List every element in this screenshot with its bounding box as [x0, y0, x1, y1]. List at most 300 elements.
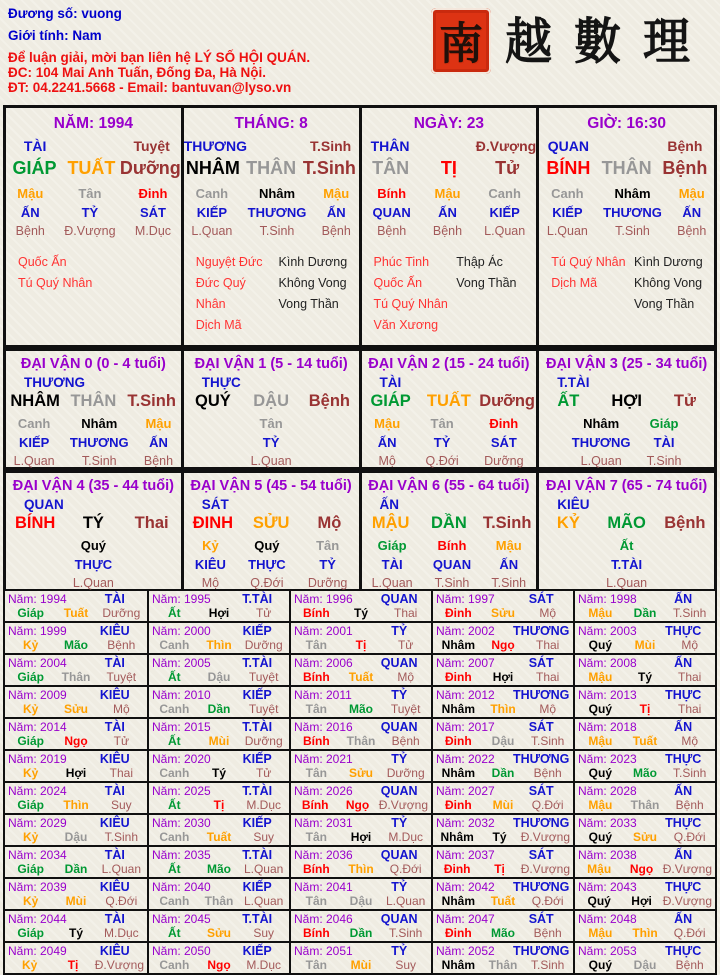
- year-ten-god: QUAN: [380, 784, 418, 798]
- year-ten-god: T.TÀI: [242, 720, 273, 734]
- contact-phone-email: ĐT: 04.2241.5668 - Email: bantuvan@lyso.vn: [8, 80, 292, 95]
- year-ten-god: T.TÀI: [242, 848, 273, 862]
- year-cell-2007: [431, 653, 573, 685]
- hidden-stem: Ất: [619, 538, 634, 553]
- year-line: [578, 656, 712, 670]
- period-title: ĐẠI VẬN 1 (5 - 14 tuổi): [194, 356, 348, 372]
- year-stem-branch-line: [294, 830, 428, 844]
- inauspicious-stars-list: [634, 252, 706, 315]
- year-stage: Tuyệt: [248, 670, 279, 684]
- year-stem: Giáp: [17, 734, 44, 748]
- year-stage: Thai: [535, 670, 560, 684]
- year-label: Năm: 2016: [294, 720, 353, 734]
- pillar-token: DẬU: [253, 392, 289, 410]
- year-line: [294, 592, 428, 606]
- year-label: Năm: 2029: [8, 816, 67, 830]
- year-stage: T.Sinh: [530, 734, 565, 748]
- stem-branch-row: [362, 158, 537, 179]
- year-stem-branch-line: [578, 798, 712, 812]
- year-branch: Thìn: [490, 702, 516, 716]
- year-branch: Tý: [353, 606, 368, 620]
- year-ten-god: TÀI: [104, 720, 125, 734]
- year-cell-1994: [5, 591, 147, 621]
- year-ten-god: ẤN: [674, 784, 693, 798]
- year-stem: Nhâm: [441, 638, 475, 652]
- hidden-stem-column: [248, 536, 286, 593]
- year-stage: Suy: [253, 830, 274, 844]
- year-ten-god: TỶ: [391, 944, 408, 958]
- year-stage: Mộ: [681, 638, 698, 652]
- year-stem: Canh: [159, 766, 190, 780]
- year-label: Năm: 2033: [578, 816, 637, 830]
- year-stage: Bệnh: [107, 638, 136, 652]
- hidden-ten-god: KIẾP: [196, 205, 228, 220]
- stem-branch-row: [184, 514, 359, 533]
- year-stage: Mộ: [539, 606, 556, 620]
- year-ten-god: TỶ: [391, 624, 408, 638]
- year-stem-branch-line: [294, 638, 428, 652]
- hidden-stem: Canh: [195, 186, 229, 201]
- pillar-year: [6, 108, 181, 345]
- year-branch: Sửu: [490, 606, 515, 620]
- year-stem: Bính: [302, 862, 330, 876]
- year-line: [578, 688, 712, 702]
- auspicious-stars-list: [18, 252, 101, 294]
- subject-gender: Giới tính: Nam: [8, 28, 102, 43]
- red-seal-icon: 南: [431, 8, 491, 74]
- year-stage: Thai: [677, 702, 702, 716]
- year-line: [578, 784, 712, 798]
- header: [0, 0, 720, 105]
- year-ten-god: THƯƠNG: [512, 944, 570, 958]
- year-stem: Mậu: [588, 734, 613, 748]
- star-item: Tú Quý Nhân: [18, 276, 93, 290]
- year-ten-god: ẤN: [674, 912, 693, 926]
- star-item: Không Vong: [634, 276, 703, 290]
- hidden-ten-god: THƯƠNG: [247, 205, 307, 220]
- hidden-stem: Nhâm: [583, 416, 620, 431]
- ten-god-label: QUAN: [24, 497, 64, 512]
- year-line: [436, 624, 570, 638]
- period-title: NGÀY: 23: [413, 115, 485, 132]
- year-label: Năm: 2045: [152, 912, 211, 926]
- year-stage: Thai: [677, 670, 702, 684]
- year-branch: Hợi: [350, 830, 372, 844]
- hidden-stem: Giáp: [649, 416, 679, 431]
- year-branch: Sửu: [63, 702, 88, 716]
- hidden-stage: Bệnh: [321, 224, 351, 238]
- star-item: Dịch Mã: [551, 276, 598, 290]
- year-stage: T.Sinh: [388, 926, 423, 940]
- pillar-token: TUẤT: [67, 158, 116, 178]
- year-label: Năm: 2026: [294, 784, 353, 798]
- ten-god-label: THỰC: [201, 375, 241, 390]
- year-line: [294, 944, 428, 958]
- year-cell-2029: [5, 813, 147, 845]
- year-stem-branch-line: [152, 798, 286, 812]
- stars-block: [362, 252, 537, 336]
- year-cell-2035: [147, 845, 289, 877]
- year-stem-branch-line: [152, 670, 286, 684]
- hidden-stage: T.Sinh: [491, 576, 527, 590]
- year-stem: Canh: [159, 958, 190, 972]
- hidden-stage: T.Sinh: [259, 224, 295, 238]
- year-branch: Tuất: [63, 606, 89, 620]
- year-stem: Ất: [167, 734, 181, 748]
- stage-label: Tuyệt: [133, 138, 170, 154]
- year-label: Năm: 2053: [578, 944, 637, 958]
- year-branch: Sửu: [206, 926, 231, 940]
- year-ten-god: QUAN: [380, 720, 418, 734]
- year-cell-2049: [5, 941, 147, 973]
- hidden-stage: M.Dục: [134, 224, 172, 238]
- year-branch: Tị: [355, 638, 367, 652]
- year-stem: Quý: [588, 766, 612, 780]
- pillar-token: T.Sinh: [482, 514, 532, 532]
- year-stem-branch-line: [436, 862, 570, 876]
- year-ten-god: SÁT: [528, 848, 554, 862]
- hidden-stem: Nhâm: [614, 186, 651, 201]
- daivan-4: [6, 470, 181, 589]
- pillar-hour: [536, 108, 714, 345]
- god-stage-row: [6, 138, 181, 154]
- year-branch: Mùi: [350, 958, 372, 972]
- year-line: [578, 880, 712, 894]
- ten-god-label: QUAN: [547, 138, 589, 154]
- hidden-stem: Canh: [551, 186, 584, 201]
- year-line: [152, 656, 286, 670]
- star-item: Văn Xương: [373, 318, 439, 332]
- year-line: [152, 944, 286, 958]
- pillar-token: Bệnh: [664, 514, 706, 532]
- star-item: Vong Thần: [456, 276, 517, 290]
- contact-address: ĐC: 104 Mai Anh Tuấn, Đống Đa, Hà Nội.: [8, 65, 267, 80]
- year-label: Năm: 2017: [436, 720, 495, 734]
- year-ten-god: TÀI: [104, 912, 125, 926]
- year-stage: L.Quan: [243, 894, 284, 908]
- year-stem-branch-line: [578, 958, 712, 972]
- year-stage: Q.Đới: [105, 894, 138, 908]
- hidden-stem: Quý: [80, 538, 107, 553]
- stem-branch-row: [6, 514, 181, 533]
- year-stem: Ất: [167, 862, 181, 876]
- year-cell-1995: [147, 591, 289, 621]
- year-cell-2009: [5, 685, 147, 717]
- year-stem-branch-line: [578, 766, 712, 780]
- year-stem-branch-line: [294, 926, 428, 940]
- year-branch: Dậu: [207, 670, 231, 684]
- year-branch: Thìn: [632, 926, 658, 940]
- period-title: ĐẠI VẬN 4 (35 - 44 tuổi): [12, 478, 174, 494]
- year-ten-god: T.TÀI: [242, 656, 273, 670]
- year-label: Năm: 2023: [578, 752, 637, 766]
- daivan-5: [181, 470, 359, 589]
- year-stem: Bính: [302, 606, 330, 620]
- year-cell-2052: [431, 941, 573, 973]
- hidden-ten-god: ẤN: [326, 205, 346, 220]
- year-cell-2010: [147, 685, 289, 717]
- year-branch: Tị: [67, 958, 79, 972]
- year-stage: Q.Đới: [673, 830, 706, 844]
- year-label: Năm: 2051: [294, 944, 353, 958]
- stem-branch-row: [539, 514, 714, 533]
- star-item: Thập Ác: [456, 255, 503, 269]
- year-stage: Q.Đới: [531, 798, 564, 812]
- year-stem: Giáp: [17, 606, 44, 620]
- hidden-ten-god: ẤN: [438, 205, 457, 220]
- year-line: [436, 656, 570, 670]
- year-branch: Tuất: [348, 670, 374, 684]
- year-stem-branch-line: [578, 862, 712, 876]
- year-line: [578, 752, 712, 766]
- year-ten-god: KIÊU: [99, 880, 130, 894]
- year-ten-god: KIÊU: [99, 624, 130, 638]
- year-stem-branch-line: [8, 670, 144, 684]
- year-stem-branch-line: [152, 606, 286, 620]
- stars-block: [539, 252, 714, 315]
- year-line: [8, 880, 144, 894]
- hidden-ten-god: SÁT: [139, 205, 166, 220]
- hidden-stem-column: [16, 184, 45, 241]
- hidden-stage: T.Sinh: [615, 224, 650, 238]
- year-label: Năm: 2035: [152, 848, 211, 862]
- year-line: [436, 752, 570, 766]
- year-stem-branch-line: [152, 702, 286, 716]
- hidden-ten-god: TỶ: [319, 557, 336, 572]
- year-stem-branch-line: [294, 670, 428, 684]
- year-line: [8, 720, 144, 734]
- year-stage: Đ.Vượng: [662, 862, 712, 876]
- god-stage-row: [184, 138, 359, 154]
- year-stage: Suy: [395, 958, 416, 972]
- year-stem-branch-line: [152, 862, 286, 876]
- pillar-token: THÂN: [70, 392, 117, 410]
- pillar-token: THÂN: [246, 158, 297, 178]
- year-stage: Suy: [110, 798, 132, 812]
- hidden-stem: Canh: [488, 186, 521, 201]
- year-line: [436, 816, 570, 830]
- star-item: Dịch Mã: [195, 318, 242, 332]
- pillar-token: Tử: [495, 158, 520, 178]
- year-line: [8, 688, 144, 702]
- year-stem-branch-line: [8, 830, 144, 844]
- year-stem: Bính: [302, 670, 330, 684]
- pillar-token: TỊ: [440, 158, 457, 178]
- hidden-stem: Mậu: [145, 416, 172, 431]
- year-stage: Đ.Vượng: [520, 830, 570, 844]
- year-label: Năm: 2010: [152, 688, 211, 702]
- year-stem-branch-line: [294, 862, 428, 876]
- year-stem-branch-line: [152, 638, 286, 652]
- hidden-stem-column: [374, 414, 400, 471]
- god-stage-row: [184, 375, 359, 390]
- year-stem-branch-line: [294, 958, 428, 972]
- year-ten-god: KIẾP: [242, 752, 272, 766]
- year-stage: Bệnh: [533, 766, 562, 780]
- year-stage: Tuyệt: [390, 702, 421, 716]
- year-cell-2001: [289, 621, 431, 653]
- hidden-stem-column: [144, 414, 173, 471]
- hidden-stage: T.Sinh: [646, 454, 682, 468]
- hidden-stem-column: [251, 414, 292, 471]
- year-stem: Đinh: [444, 606, 472, 620]
- year-ten-god: TÀI: [104, 848, 125, 862]
- year-stage: Đ.Vượng: [378, 798, 428, 812]
- year-label: Năm: 2000: [152, 624, 211, 638]
- year-stem-branch-line: [436, 734, 570, 748]
- hidden-ten-god: TÀI: [381, 557, 403, 572]
- year-cell-2000: [147, 621, 289, 653]
- year-line: [294, 880, 428, 894]
- pillar-token: NHÂM: [185, 158, 240, 178]
- year-cell-2038: [573, 845, 715, 877]
- pillar-month: [181, 108, 359, 345]
- year-branch: Dần: [633, 606, 657, 620]
- year-stem: Giáp: [17, 926, 44, 940]
- year-line: [294, 688, 428, 702]
- year-cell-2037: [431, 845, 573, 877]
- year-line: [152, 912, 286, 926]
- star-item: Phúc Tinh: [373, 255, 430, 269]
- ten-god-label: T.TÀI: [557, 375, 590, 390]
- hidden-stem: Tân: [430, 416, 454, 431]
- year-stem-branch-line: [8, 702, 144, 716]
- year-stem-branch-line: [152, 734, 286, 748]
- year-stem-branch-line: [152, 958, 286, 972]
- hidden-stem: Nhâm: [81, 416, 118, 431]
- year-stage: L.Quan: [101, 862, 141, 876]
- period-title: ĐẠI VẬN 7 (65 - 74 tuổi): [546, 478, 708, 494]
- year-branch: Dậu: [64, 830, 88, 844]
- year-stem: Giáp: [17, 670, 44, 684]
- year-line: [152, 784, 286, 798]
- year-stem-branch-line: [8, 734, 144, 748]
- year-branch: Hợi: [65, 766, 87, 780]
- year-label: Năm: 2005: [152, 656, 211, 670]
- year-stem: Kỷ: [22, 702, 39, 716]
- year-label: Năm: 2052: [436, 944, 495, 958]
- year-cell-2015: [147, 717, 289, 749]
- year-stem: Ất: [167, 798, 181, 812]
- year-line: [8, 752, 144, 766]
- year-stem: Mậu: [588, 926, 613, 940]
- hidden-stem-column: [191, 184, 232, 241]
- year-stem-branch-line: [436, 702, 570, 716]
- year-stem-branch-line: [152, 926, 286, 940]
- year-stage: Tử: [255, 766, 272, 780]
- year-ten-god: TÀI: [104, 656, 125, 670]
- year-stem-branch-line: [8, 894, 144, 908]
- hidden-stage: Mộ: [201, 576, 220, 590]
- year-cell-2047: [431, 909, 573, 941]
- year-label: Năm: 2037: [436, 848, 495, 862]
- year-cell-2033: [573, 813, 715, 845]
- year-line: [436, 912, 570, 926]
- year-line: [8, 592, 144, 606]
- year-line: [436, 720, 570, 734]
- year-stem: Kỷ: [22, 894, 39, 908]
- year-cell-2040: [147, 877, 289, 909]
- year-stem: Bính: [302, 734, 330, 748]
- year-ten-god: T.TÀI: [242, 592, 273, 606]
- hidden-ten-god: THƯƠNG: [603, 205, 662, 220]
- year-stem: Ất: [167, 606, 181, 620]
- year-stage: Bệnh: [675, 798, 704, 812]
- god-stage-row: [362, 375, 537, 390]
- year-branch: Mão: [206, 862, 231, 876]
- ten-god-label: TÀI: [23, 138, 47, 154]
- year-label: Năm: 2027: [436, 784, 495, 798]
- hidden-stem: Giáp: [377, 538, 407, 553]
- hidden-stem-column: [433, 184, 462, 241]
- hidden-stem-column: [491, 536, 526, 593]
- stem-branch-row: [184, 158, 359, 179]
- year-stem: Đinh: [443, 862, 471, 876]
- year-ten-god: TỶ: [391, 752, 408, 766]
- year-stage: Mộ: [539, 702, 556, 716]
- year-stem: Bính: [302, 926, 330, 940]
- hidden-stems-block: [564, 536, 690, 593]
- year-label: Năm: 2043: [578, 880, 637, 894]
- year-stage: Mộ: [112, 702, 130, 716]
- hidden-stem-column: [64, 184, 115, 241]
- star-item: Kình Dương: [634, 255, 703, 269]
- hidden-stage: L.Quan: [72, 576, 114, 590]
- year-branch: Ngọ: [629, 862, 654, 876]
- year-stage: Suy: [253, 926, 274, 940]
- year-stem-branch-line: [578, 926, 712, 940]
- year-label: Năm: 2019: [8, 752, 67, 766]
- hidden-stage: L.Quan: [191, 224, 233, 238]
- hidden-stem-column: [572, 414, 631, 471]
- year-ten-god: THỰC: [665, 752, 702, 766]
- year-ten-god: THỰC: [665, 944, 702, 958]
- hidden-stem-column: [547, 184, 588, 241]
- year-cell-2034: [5, 845, 147, 877]
- daivan-6: [359, 470, 537, 589]
- year-stem: Kỷ: [22, 830, 39, 844]
- year-line: [152, 848, 286, 862]
- year-label: Năm: 1995: [152, 592, 211, 606]
- year-ten-god: SÁT: [528, 656, 554, 670]
- year-stem: Quý: [588, 702, 612, 716]
- year-line: [8, 912, 144, 926]
- hidden-ten-god: T.TÀI: [611, 557, 643, 572]
- pillar-token: NHÂM: [10, 392, 60, 410]
- year-branch: Ngọ: [491, 638, 515, 652]
- hidden-ten-god: TÀI: [653, 435, 675, 450]
- year-stem-branch-line: [436, 926, 570, 940]
- year-branch: Tý: [637, 670, 652, 684]
- year-branch: Hợi: [208, 606, 230, 620]
- year-stem: Canh: [159, 638, 190, 652]
- year-label: Năm: 2038: [578, 848, 637, 862]
- year-line: [436, 784, 570, 798]
- year-stem-branch-line: [578, 606, 712, 620]
- year-stem-branch-line: [152, 766, 286, 780]
- hidden-ten-god: KIẾP: [18, 435, 50, 450]
- year-cell-2022: [431, 749, 573, 781]
- year-label: Năm: 2021: [294, 752, 353, 766]
- year-stage: T.Sinh: [104, 830, 138, 844]
- year-branch: Mão: [63, 638, 88, 652]
- hidden-stem: Mậu: [374, 416, 401, 431]
- pillar-token: HỢI: [611, 392, 642, 410]
- period-title: ĐẠI VẬN 0 (0 - 4 tuổi): [20, 356, 166, 372]
- hidden-stage: Dưỡng: [484, 454, 524, 468]
- hidden-stem: Mậu: [678, 186, 705, 201]
- year-cell-1999: [5, 621, 147, 653]
